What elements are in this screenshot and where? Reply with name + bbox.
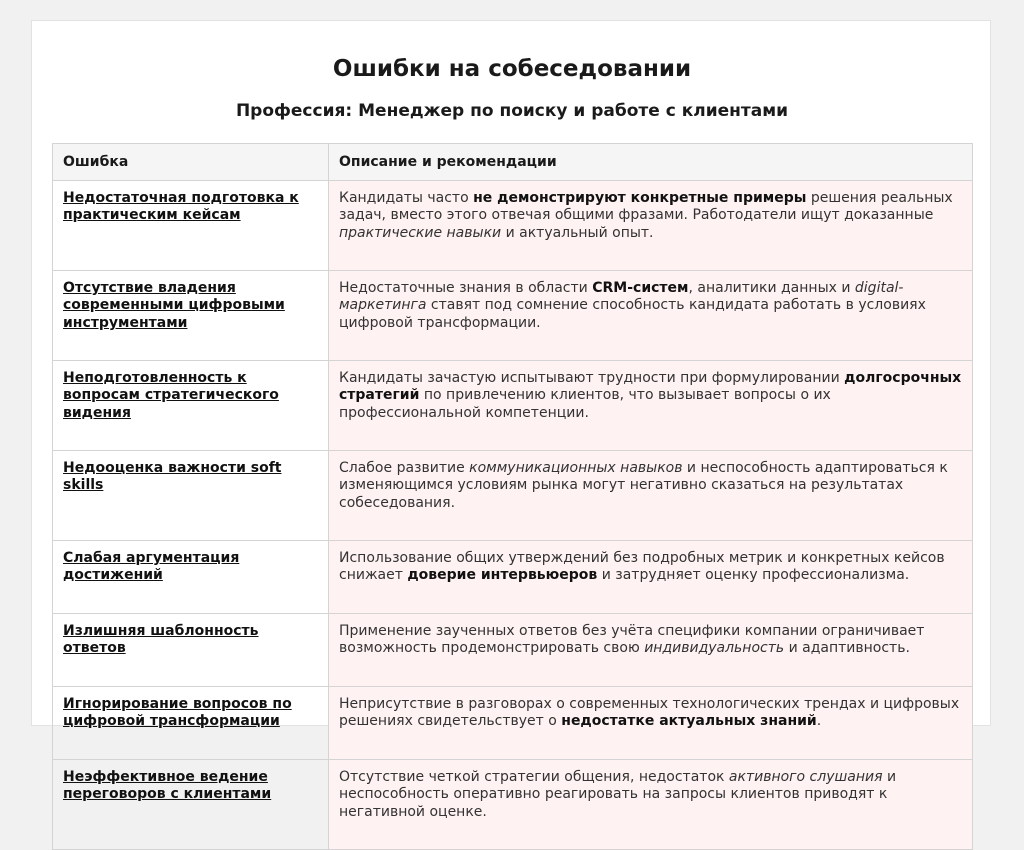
error-description [329, 687, 973, 760]
error-description [329, 614, 973, 687]
emphasis-bold: CRM-систем [592, 280, 689, 296]
emphasis-bold: доверие интервьюеров [407, 567, 598, 584]
table-row [53, 760, 973, 850]
description-text: ставят под сомнение способность кандидата работать в условиях цифровой трансформации. [339, 297, 926, 331]
error-title: Излишняя шаблонность ответов [53, 614, 329, 687]
description-text: , аналитики данных и [688, 280, 855, 296]
description-text: и неспособность адаптироваться к изменяющимся условиям рынка могут негативно сказаться на результатах собеседования. [339, 460, 948, 511]
description-text: и неспособность оперативно реагировать на запросы клиентов приводят к негативной оценке. [339, 769, 897, 820]
page-subtitle: Профессия: Менеджер по поиску и работе с клиентами [235, 101, 789, 121]
emphasis-italic: коммуникационных навыков [469, 460, 683, 476]
description-text: Неприсутствие в разговорах о современных технологических трендах и цифровых решениях свидетельствует о [339, 696, 960, 730]
page-title: Ошибки на собеседовании [332, 56, 692, 82]
error-title: Игнорирование вопросов по цифровой трансформации [53, 687, 329, 760]
description-text: решения реальных задач, вместо этого отвечая общими фразами. Работодатели ищут доказанные [339, 190, 953, 224]
table-row [53, 614, 973, 687]
description-text: и затрудняет оценку профессионализма. [597, 567, 910, 584]
emphasis-italic: digital-маркетинга [339, 280, 904, 314]
error-title: Неподготовленность к вопросам стратегического видения [53, 361, 329, 451]
description-text: Кандидаты зачастую испытывают трудности при формулировании [339, 370, 845, 386]
error-title: Слабая аргументация достижений [53, 541, 329, 614]
description-text: Применение заученных ответов без учёта специфики компании ограничивает возможность продемонстрировать свою [339, 623, 925, 657]
error-title: Неэффективное ведение переговоров с клиентами [53, 760, 329, 850]
emphasis-bold: не демонстрируют конкретные примеры [473, 190, 807, 206]
header-description: Описание и рекомендации [329, 144, 973, 181]
emphasis-italic: индивидуальность [644, 640, 785, 657]
table-header-row [53, 144, 973, 181]
emphasis-italic: практические навыки [339, 224, 502, 241]
error-description [329, 361, 973, 451]
description-text: Кандидаты часто [339, 190, 474, 206]
description-text: Отсутствие четкой стратегии общения, недостаток [339, 769, 729, 785]
description-text: по привлечению клиентов, что вызывает вопросы о их профессиональной компетенции. [339, 387, 831, 421]
description-text: Слабое развитие [339, 460, 470, 476]
error-title: Недостаточная подготовка к практическим кейсам [53, 181, 329, 271]
table-row [53, 541, 973, 614]
mistakes-table [52, 143, 973, 850]
error-description [329, 760, 973, 850]
error-title: Недооценка важности soft skills [53, 451, 329, 541]
description-text: и адаптивность. [784, 640, 910, 657]
table-row [53, 271, 973, 361]
emphasis-bold: долгосрочных стратегий [339, 370, 962, 404]
table-row [53, 361, 973, 451]
error-title: Отсутствие владения современными цифровыми инструментами [53, 271, 329, 361]
description-text: . [816, 713, 822, 730]
table-row [53, 451, 973, 541]
description-text: Недостаточные знания в области [339, 280, 593, 296]
emphasis-italic: активного слушания [728, 769, 883, 785]
error-description [329, 541, 973, 614]
error-description [329, 271, 973, 361]
error-description [329, 451, 973, 541]
table-row [53, 181, 973, 271]
header-error: Ошибка [53, 144, 329, 181]
table-row [53, 687, 973, 760]
emphasis-bold: недостатке актуальных знаний [561, 713, 817, 730]
description-text: Использование общих утверждений без подробных метрик и конкретных кейсов снижает [339, 550, 945, 584]
error-description [329, 181, 973, 271]
description-text: и актуальный опыт. [501, 224, 654, 241]
